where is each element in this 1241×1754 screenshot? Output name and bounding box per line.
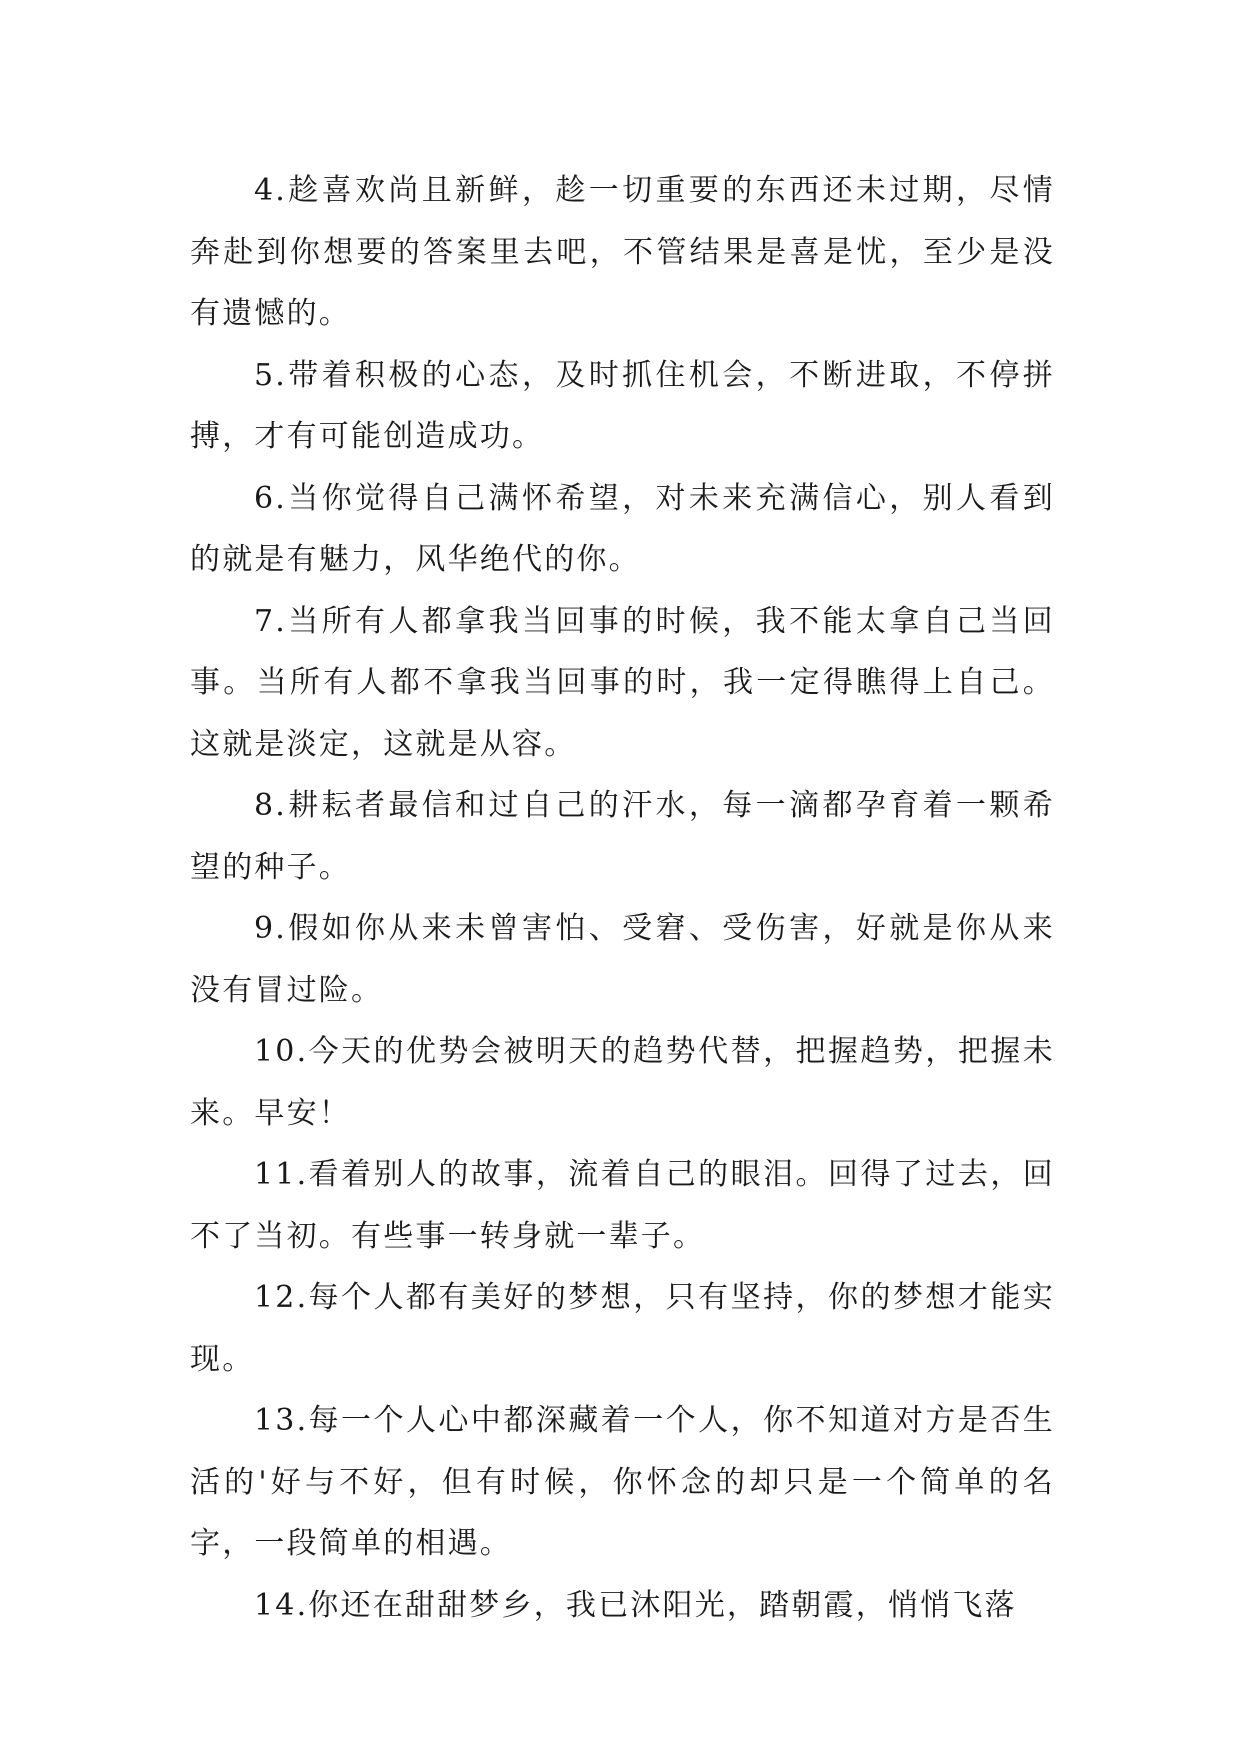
document-body: [190, 160, 1055, 1636]
paragraph-9: 9.假如你从来未曾害怕、受窘、受伤害，好就是你从来没有冒过险。: [190, 911, 1055, 1008]
paragraph-6: 6.当你觉得自己满怀希望，对未来充满信心，别人看到的就是有魅力，风华绝代的你。: [190, 480, 1055, 577]
paragraph-8: 8.耕耘者最信和过自己的汗水，每一滴都孕育着一颗希望的种子。: [190, 788, 1055, 885]
paragraph-4: 4.趁喜欢尚且新鲜，趁一切重要的东西还未过期，尽情奔赴到你想要的答案里去吧，不管结果是喜是忧，至少是没有遗憾的。: [190, 173, 1055, 331]
paragraph-12: 12.每个人都有美好的梦想，只有坚持，你的梦想才能实现。: [190, 1280, 1055, 1377]
paragraph-13: 13.每一个人心中都深藏着一个人，你不知道对方是否生活的'好与不好，但有时候，你怀念的却只是一个简单的名字，一段简单的相遇。: [190, 1403, 1055, 1561]
paragraph-5: 5.带着积极的心态，及时抓住机会，不断进取，不停拼搏，才有可能创造成功。: [190, 357, 1055, 454]
paragraph-10: 10.今天的优势会被明天的趋势代替，把握趋势，把握未来。早安！: [190, 1034, 1055, 1131]
paragraph-7: 7.当所有人都拿我当回事的时候，我不能太拿自己当回事。当所有人都不拿我当回事的时，我一定得瞧得上自己。这就是淡定，这就是从容。: [190, 603, 1055, 762]
paragraph-14: 14.你还在甜甜梦乡，我已沐阳光，踏朝霞，悄悄飞落: [254, 1587, 1017, 1623]
paragraph-11: 11.看着别人的故事，流着自己的眼泪。回得了过去，回不了当初。有些事一转身就一辈子。: [190, 1157, 1055, 1254]
